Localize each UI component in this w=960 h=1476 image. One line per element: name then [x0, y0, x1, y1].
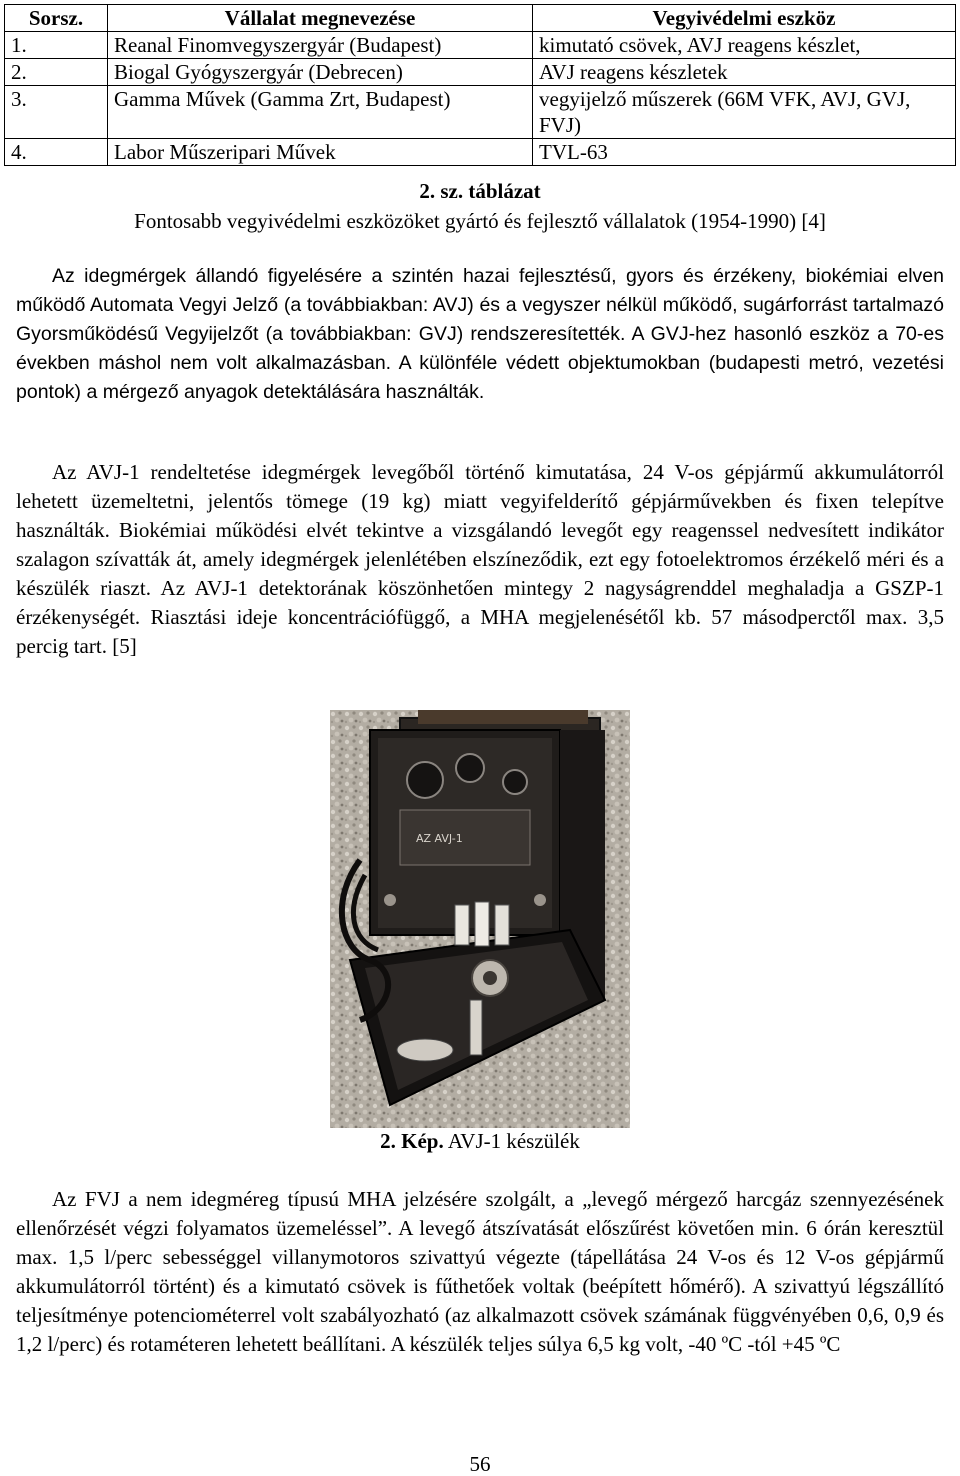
- table-cell: Reanal Finomvegyszergyár (Budapest): [108, 32, 533, 59]
- avj-1-device-photo: [330, 710, 630, 1128]
- table-cell: 3.: [5, 86, 108, 139]
- table-header-cell: Sorsz.: [5, 5, 108, 32]
- table-cell: 4.: [5, 139, 108, 166]
- page-number: 56: [469, 1452, 491, 1476]
- table-cell: Labor Műszeripari Művek: [108, 139, 533, 166]
- table-cell: TVL-63: [533, 139, 956, 166]
- table-header-row: [5, 5, 956, 32]
- figure-caption: [0, 1128, 960, 1154]
- table-cell: kimutató csövek, AVJ reagens készlet,: [533, 32, 956, 59]
- paragraph-fvj: Az FVJ a nem idegméreg típusú MHA jelzésére szolgált, a „levegő mérgező harcgáz szennyezésének ellenőrzését végzi folyamatos üzemeléssel”. A levegő átszívatását előszűrést követően min. 6 órán keresztül max. 1,5 l/perc sebességgel villanymotoros szivattyú végezte (tápellátása 24 V-os és 12 V-os gépjármű akkumulátorról történt) és a kimutató csövek is fűthetőek voltak (beépített hőmérő). A szivattyú légszállító teljesítménye potenciométerrel volt szabályozható (az alkalmazott csövek számának függvényében 0,6, 0,9 és 1,2 l/perc) és rotaméteren lehetett beállítani. A készülék teljes súlya 6,5 kg volt, -40 ºC -tól +45 ºC: [16, 1187, 944, 1356]
- table-cell: Biogal Gyógyszergyár (Debrecen): [108, 59, 533, 86]
- table-cell: Gamma Művek (Gamma Zrt, Budapest): [108, 86, 533, 139]
- figure-caption-text: AVJ-1 készülék: [443, 1129, 580, 1153]
- paragraph-avj-gvj: Az idegmérgek állandó figyelésére a szintén hazai fejlesztésű, gyors és érzékeny, biokémiai elven működő Automata Vegyi Jelző (a továbbiakban: AVJ) és a vegyszer nélkül működő, sugárforrást tartalmazó Gyorsműködésű Vegyijelzőt (a továbbiakban: GVJ) rendszeresítették. A GVJ-hez hasonló eszköz a 70-es években máshol nem volt alkalmazásban. A különféle védett objektumokban (budapesti metró, vezetési pontok) a mérgező anyagok detektálására használták.: [16, 265, 944, 403]
- table-caption-title: 2. sz. táblázat: [419, 179, 541, 203]
- figure-label: 2. Kép.: [380, 1129, 444, 1153]
- table-header-cell: Vállalat megnevezése: [108, 5, 533, 32]
- table-header-cell: Vegyivédelmi eszköz: [533, 5, 956, 32]
- table-row: [5, 86, 956, 139]
- table-row: [5, 32, 956, 59]
- table-caption-text: Fontosabb vegyivédelmi eszközöket gyártó és fejlesztő vállalatok (1954-1990) [4]: [134, 209, 826, 233]
- device-label: AZ AVJ-1: [416, 832, 463, 845]
- paragraph-avj-1: Az AVJ-1 rendeltetése idegmérgek levegőből történő kimutatása, 24 V-os gépjármű akkumulátorról lehetett üzemeltetni, jelentős tömege (19 kg) miatt vegyifelderítő gépjárművekben és fixen telepítve használták. Biokémiai működési elvét tekintve a vizsgálandó levegőt egy reagenssel nedvesített indikátor szalagon szívatták át, amely idegmérgek jelenlétében elszíneződik, ezt egy fotoelektromos érzékelő méri és a készülék riaszt. Az AVJ-1 detektorának köszönhetően mintegy 2 nagyságrenddel meghaladja a GSZP-1 érzékenységét. Riasztási ideje koncentrációfüggő, a MHA megjelenésétől kb. 57 másodperctől max. 3,5 percig tart. [5]: [16, 460, 944, 658]
- manufacturers-table: [4, 4, 956, 166]
- table-cell: 2.: [5, 59, 108, 86]
- table-row: [5, 59, 956, 86]
- table-row: [5, 139, 956, 166]
- table-cell: AVJ reagens készletek: [533, 59, 956, 86]
- table-cell: vegyijelző műszerek (66M VFK, AVJ, GVJ, FVJ): [533, 86, 956, 139]
- table-cell: 1.: [5, 32, 108, 59]
